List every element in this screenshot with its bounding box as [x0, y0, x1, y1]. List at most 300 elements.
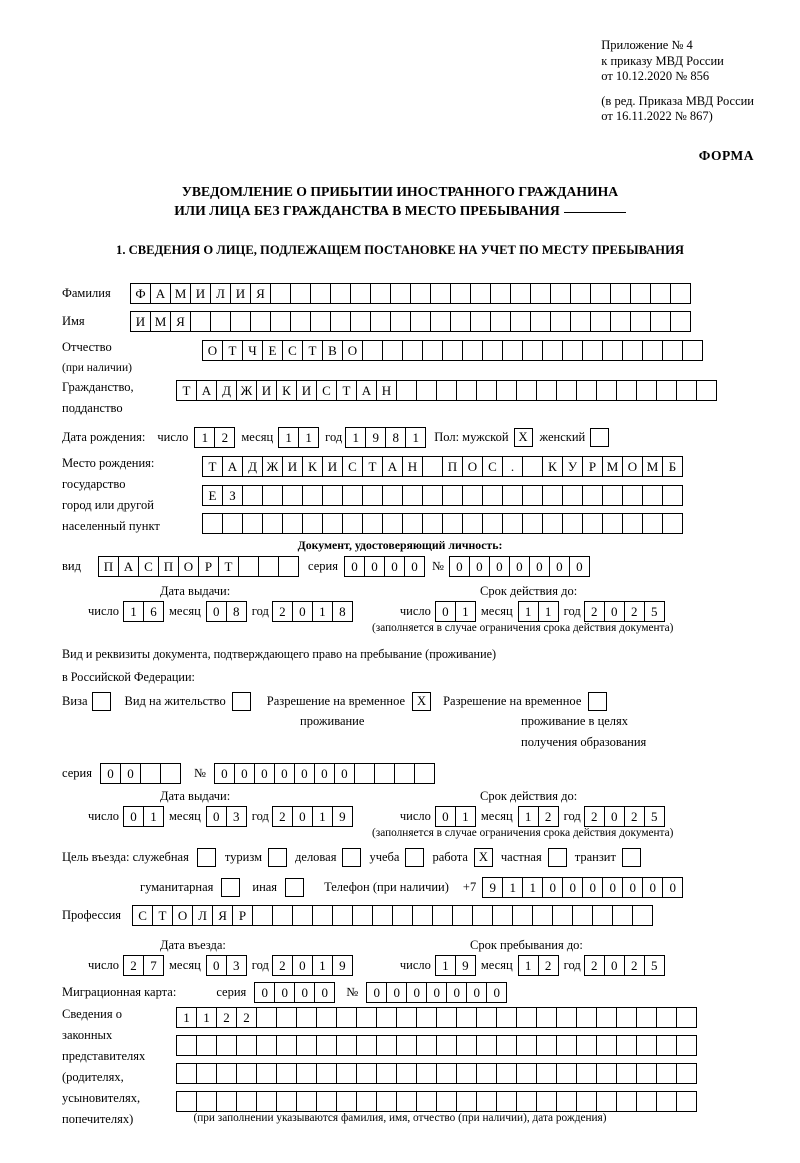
cell[interactable]: 0: [314, 763, 335, 784]
cell[interactable]: [456, 1007, 477, 1028]
cell[interactable]: [612, 905, 633, 926]
cell[interactable]: [396, 1063, 417, 1084]
cell[interactable]: Р: [198, 556, 219, 577]
cell[interactable]: [596, 1091, 617, 1112]
cell[interactable]: [590, 283, 611, 304]
cell[interactable]: И: [282, 456, 303, 477]
cell[interactable]: [436, 1063, 457, 1084]
cell[interactable]: 2: [624, 601, 645, 622]
entry-day-boxes[interactable]: [123, 955, 163, 976]
cell[interactable]: [258, 556, 279, 577]
cell[interactable]: А: [356, 380, 377, 401]
cell[interactable]: [256, 1007, 277, 1028]
cell[interactable]: [492, 905, 513, 926]
cell[interactable]: 0: [366, 982, 387, 1003]
cell[interactable]: [216, 1035, 237, 1056]
cell[interactable]: И: [190, 283, 211, 304]
cell[interactable]: 5: [644, 806, 665, 827]
cell[interactable]: [222, 513, 243, 534]
cell[interactable]: О: [462, 456, 483, 477]
cell[interactable]: [236, 1091, 257, 1112]
patronymic-boxes[interactable]: [202, 340, 702, 361]
cell[interactable]: [470, 283, 491, 304]
cell[interactable]: С: [482, 456, 503, 477]
cell[interactable]: [456, 1063, 477, 1084]
cell[interactable]: [332, 905, 353, 926]
cell[interactable]: [556, 380, 577, 401]
migration-number-boxes[interactable]: [366, 982, 506, 1003]
cell[interactable]: 9: [365, 427, 386, 448]
cell[interactable]: [676, 380, 697, 401]
cell[interactable]: [516, 1063, 537, 1084]
entry-year-boxes[interactable]: [272, 955, 352, 976]
cell[interactable]: [422, 340, 443, 361]
cell[interactable]: [536, 380, 557, 401]
cell[interactable]: [582, 340, 603, 361]
legal-rep-boxes-2[interactable]: [176, 1035, 696, 1056]
cell[interactable]: [576, 1035, 597, 1056]
cell[interactable]: [550, 283, 571, 304]
cell[interactable]: 5: [644, 955, 665, 976]
doc-issue-month-boxes[interactable]: [206, 601, 246, 622]
cell[interactable]: 0: [604, 955, 625, 976]
legal-rep-boxes-4[interactable]: [176, 1091, 696, 1112]
cell[interactable]: 2: [624, 806, 645, 827]
citizenship-boxes[interactable]: [176, 380, 716, 401]
cell[interactable]: [556, 1091, 577, 1112]
cell[interactable]: [650, 283, 671, 304]
cell[interactable]: И: [230, 283, 251, 304]
cell[interactable]: [682, 340, 703, 361]
cell[interactable]: [350, 311, 371, 332]
cell[interactable]: [432, 905, 453, 926]
cell[interactable]: 1: [518, 601, 539, 622]
cell[interactable]: [482, 513, 503, 534]
cell[interactable]: 0: [294, 982, 315, 1003]
cell[interactable]: 1: [278, 427, 299, 448]
cell[interactable]: [372, 905, 393, 926]
stay-day-boxes[interactable]: [435, 955, 475, 976]
cell[interactable]: [416, 1007, 437, 1028]
purpose-official-checkbox[interactable]: [197, 848, 216, 867]
cell[interactable]: [322, 485, 343, 506]
cell[interactable]: [362, 485, 383, 506]
cell[interactable]: [542, 513, 563, 534]
doc-kind-boxes[interactable]: [98, 556, 298, 577]
cell[interactable]: [202, 513, 223, 534]
cell[interactable]: [422, 513, 443, 534]
cell[interactable]: Е: [262, 340, 283, 361]
cell[interactable]: [296, 1063, 317, 1084]
cell[interactable]: [610, 283, 631, 304]
cell[interactable]: [476, 380, 497, 401]
cell[interactable]: [396, 1035, 417, 1056]
cell[interactable]: [416, 1063, 437, 1084]
cell[interactable]: [290, 311, 311, 332]
cell[interactable]: [656, 1091, 677, 1112]
cell[interactable]: 2: [123, 955, 144, 976]
cell[interactable]: [590, 311, 611, 332]
cell[interactable]: Т: [202, 456, 223, 477]
cell[interactable]: [550, 311, 571, 332]
cell[interactable]: [242, 513, 263, 534]
cell[interactable]: [476, 1091, 497, 1112]
doc-number-boxes[interactable]: [449, 556, 589, 577]
cell[interactable]: 0: [489, 556, 510, 577]
cell[interactable]: [536, 1007, 557, 1028]
cell[interactable]: 0: [529, 556, 550, 577]
cell[interactable]: [502, 340, 523, 361]
cell[interactable]: 0: [435, 806, 456, 827]
cell[interactable]: 1: [194, 427, 215, 448]
cell[interactable]: 0: [292, 601, 313, 622]
cell[interactable]: [236, 1035, 257, 1056]
cell[interactable]: М: [642, 456, 663, 477]
cell[interactable]: [354, 763, 375, 784]
cell[interactable]: 0: [384, 556, 405, 577]
cell[interactable]: 0: [469, 556, 490, 577]
cell[interactable]: 2: [216, 1007, 237, 1028]
cell[interactable]: [616, 1007, 637, 1028]
migration-series-boxes[interactable]: [254, 982, 334, 1003]
cell[interactable]: [362, 340, 383, 361]
purpose-other-checkbox[interactable]: [285, 878, 304, 897]
cell[interactable]: Р: [232, 905, 253, 926]
cell[interactable]: 0: [404, 556, 425, 577]
cell[interactable]: 1: [518, 955, 539, 976]
cell[interactable]: 2: [272, 806, 293, 827]
cell[interactable]: 5: [644, 601, 665, 622]
cell[interactable]: [436, 1091, 457, 1112]
cell[interactable]: [462, 340, 483, 361]
cell[interactable]: [276, 1063, 297, 1084]
cell[interactable]: [316, 1007, 337, 1028]
cell[interactable]: Л: [192, 905, 213, 926]
stay-year-boxes[interactable]: [584, 955, 664, 976]
purpose-private-checkbox[interactable]: [548, 848, 567, 867]
cell[interactable]: [436, 1007, 457, 1028]
cell[interactable]: 2: [236, 1007, 257, 1028]
cell[interactable]: 1: [143, 806, 164, 827]
cell[interactable]: [316, 1091, 337, 1112]
doc-issue-day-boxes[interactable]: [123, 601, 163, 622]
cell[interactable]: А: [222, 456, 243, 477]
cell[interactable]: [414, 763, 435, 784]
cell[interactable]: [282, 513, 303, 534]
cell[interactable]: 0: [406, 982, 427, 1003]
cell[interactable]: [562, 485, 583, 506]
cell[interactable]: [410, 311, 431, 332]
purpose-transit-checkbox[interactable]: [622, 848, 641, 867]
cell[interactable]: 8: [226, 601, 247, 622]
doc-valid-year-boxes[interactable]: [584, 601, 664, 622]
cell[interactable]: 0: [446, 982, 467, 1003]
residence-permit-checkbox[interactable]: [232, 692, 251, 711]
legal-rep-boxes-3[interactable]: [176, 1063, 696, 1084]
cell[interactable]: 1: [123, 601, 144, 622]
cell[interactable]: [456, 380, 477, 401]
cell[interactable]: [450, 311, 471, 332]
cell[interactable]: [430, 283, 451, 304]
cell[interactable]: 1: [312, 955, 333, 976]
cell[interactable]: Т: [362, 456, 383, 477]
cell[interactable]: 0: [486, 982, 507, 1003]
cell[interactable]: [402, 485, 423, 506]
cell[interactable]: [662, 340, 683, 361]
cell[interactable]: [636, 380, 657, 401]
cell[interactable]: [216, 1091, 237, 1112]
cell[interactable]: С: [342, 456, 363, 477]
cell[interactable]: [522, 456, 543, 477]
cell[interactable]: [352, 905, 373, 926]
cell[interactable]: 1: [312, 601, 333, 622]
cell[interactable]: [570, 283, 591, 304]
cell[interactable]: [238, 556, 259, 577]
permit-valid-month-boxes[interactable]: [518, 806, 558, 827]
cell[interactable]: 0: [344, 556, 365, 577]
cell[interactable]: А: [196, 380, 217, 401]
cell[interactable]: П: [158, 556, 179, 577]
cell[interactable]: [656, 1007, 677, 1028]
cell[interactable]: [576, 1091, 597, 1112]
cell[interactable]: [196, 1091, 217, 1112]
cell[interactable]: [430, 311, 451, 332]
cell[interactable]: [374, 763, 395, 784]
cell[interactable]: [270, 311, 291, 332]
cell[interactable]: [382, 340, 403, 361]
cell[interactable]: [490, 311, 511, 332]
cell[interactable]: 0: [206, 601, 227, 622]
cell[interactable]: [676, 1035, 697, 1056]
cell[interactable]: [272, 905, 293, 926]
cell[interactable]: [642, 485, 663, 506]
cell[interactable]: [262, 485, 283, 506]
cell[interactable]: 1: [455, 806, 476, 827]
purpose-work-checkbox[interactable]: Х: [474, 848, 493, 867]
cell[interactable]: О: [178, 556, 199, 577]
cell[interactable]: [596, 380, 617, 401]
cell[interactable]: [536, 1091, 557, 1112]
cell[interactable]: 3: [226, 955, 247, 976]
cell[interactable]: М: [602, 456, 623, 477]
cell[interactable]: [270, 283, 291, 304]
cell[interactable]: [476, 1007, 497, 1028]
cell[interactable]: А: [118, 556, 139, 577]
cell[interactable]: [510, 311, 531, 332]
cell[interactable]: [370, 283, 391, 304]
cell[interactable]: [490, 283, 511, 304]
cell[interactable]: 0: [449, 556, 470, 577]
cell[interactable]: О: [172, 905, 193, 926]
cell[interactable]: [436, 1035, 457, 1056]
doc-valid-day-boxes[interactable]: [435, 601, 475, 622]
cell[interactable]: П: [442, 456, 463, 477]
purpose-business-checkbox[interactable]: [342, 848, 361, 867]
cell[interactable]: [196, 1035, 217, 1056]
cell[interactable]: И: [322, 456, 343, 477]
cell[interactable]: Л: [210, 283, 231, 304]
cell[interactable]: 9: [455, 955, 476, 976]
cell[interactable]: А: [382, 456, 403, 477]
cell[interactable]: [616, 1063, 637, 1084]
cell[interactable]: Н: [402, 456, 423, 477]
cell[interactable]: 1: [522, 877, 543, 898]
cell[interactable]: Т: [176, 380, 197, 401]
cell[interactable]: [394, 763, 415, 784]
cell[interactable]: [382, 513, 403, 534]
cell[interactable]: [416, 380, 437, 401]
cell[interactable]: [176, 1091, 197, 1112]
cell[interactable]: 1: [312, 806, 333, 827]
cell[interactable]: 9: [482, 877, 503, 898]
cell[interactable]: 2: [538, 806, 559, 827]
cell[interactable]: [356, 1091, 377, 1112]
cell[interactable]: [472, 905, 493, 926]
cell[interactable]: [416, 1091, 437, 1112]
cell[interactable]: [496, 1007, 517, 1028]
cell[interactable]: [616, 1035, 637, 1056]
cell[interactable]: [530, 283, 551, 304]
birth-month-boxes[interactable]: [278, 427, 318, 448]
purpose-study-checkbox[interactable]: [405, 848, 424, 867]
cell[interactable]: [502, 485, 523, 506]
cell[interactable]: Я: [250, 283, 271, 304]
cell[interactable]: [610, 311, 631, 332]
cell[interactable]: [656, 1035, 677, 1056]
cell[interactable]: [436, 380, 457, 401]
cell[interactable]: И: [130, 311, 151, 332]
cell[interactable]: [576, 1007, 597, 1028]
cell[interactable]: [556, 1063, 577, 1084]
cell[interactable]: [656, 1063, 677, 1084]
cell[interactable]: 0: [214, 763, 235, 784]
cell[interactable]: [412, 905, 433, 926]
cell[interactable]: [636, 1091, 657, 1112]
cell[interactable]: [496, 1035, 517, 1056]
cell[interactable]: [556, 1007, 577, 1028]
birth-place-city-boxes-1[interactable]: [202, 485, 682, 506]
cell[interactable]: [456, 1035, 477, 1056]
cell[interactable]: [316, 1035, 337, 1056]
cell[interactable]: [256, 1035, 277, 1056]
cell[interactable]: 8: [332, 601, 353, 622]
cell[interactable]: [396, 380, 417, 401]
cell[interactable]: 0: [120, 763, 141, 784]
cell[interactable]: 0: [274, 982, 295, 1003]
cell[interactable]: 0: [466, 982, 487, 1003]
cell[interactable]: [316, 1063, 337, 1084]
cell[interactable]: [350, 283, 371, 304]
legal-rep-boxes-1[interactable]: [176, 1007, 696, 1028]
cell[interactable]: 0: [549, 556, 570, 577]
cell[interactable]: О: [622, 456, 643, 477]
cell[interactable]: [442, 485, 463, 506]
cell[interactable]: 1: [518, 806, 539, 827]
cell[interactable]: [662, 513, 683, 534]
cell[interactable]: [596, 1007, 617, 1028]
cell[interactable]: [636, 1007, 657, 1028]
cell[interactable]: [676, 1007, 697, 1028]
visa-checkbox[interactable]: [92, 692, 111, 711]
cell[interactable]: [650, 311, 671, 332]
cell[interactable]: [210, 311, 231, 332]
cell[interactable]: В: [322, 340, 343, 361]
cell[interactable]: [642, 340, 663, 361]
cell[interactable]: [562, 340, 583, 361]
cell[interactable]: Т: [152, 905, 173, 926]
cell[interactable]: [696, 380, 717, 401]
cell[interactable]: [512, 905, 533, 926]
phone-boxes[interactable]: [482, 877, 682, 898]
cell[interactable]: О: [342, 340, 363, 361]
cell[interactable]: [302, 513, 323, 534]
cell[interactable]: [278, 556, 299, 577]
cell[interactable]: П: [98, 556, 119, 577]
cell[interactable]: [256, 1063, 277, 1084]
cell[interactable]: З: [222, 485, 243, 506]
cell[interactable]: Б: [662, 456, 683, 477]
cell[interactable]: Р: [582, 456, 603, 477]
cell[interactable]: [176, 1035, 197, 1056]
cell[interactable]: М: [170, 283, 191, 304]
cell[interactable]: [342, 513, 363, 534]
cell[interactable]: [370, 311, 391, 332]
cell[interactable]: [302, 485, 323, 506]
cell[interactable]: 0: [234, 763, 255, 784]
cell[interactable]: 2: [584, 601, 605, 622]
cell[interactable]: [190, 311, 211, 332]
cell[interactable]: [376, 1063, 397, 1084]
cell[interactable]: [602, 513, 623, 534]
stay-month-boxes[interactable]: [518, 955, 558, 976]
cell[interactable]: 1: [298, 427, 319, 448]
cell[interactable]: [422, 456, 443, 477]
cell[interactable]: С: [282, 340, 303, 361]
cell[interactable]: [636, 1063, 657, 1084]
birth-place-city-boxes-2[interactable]: [202, 513, 682, 534]
purpose-tourism-checkbox[interactable]: [268, 848, 287, 867]
cell[interactable]: 1: [345, 427, 366, 448]
cell[interactable]: [296, 1007, 317, 1028]
cell[interactable]: 2: [584, 955, 605, 976]
cell[interactable]: [536, 1063, 557, 1084]
name-boxes[interactable]: [130, 311, 690, 332]
birth-year-boxes[interactable]: [345, 427, 425, 448]
birth-day-boxes[interactable]: [194, 427, 234, 448]
cell[interactable]: [396, 1091, 417, 1112]
cell[interactable]: [530, 311, 551, 332]
cell[interactable]: [236, 1063, 257, 1084]
cell[interactable]: [216, 1063, 237, 1084]
cell[interactable]: [516, 1035, 537, 1056]
cell[interactable]: 3: [226, 806, 247, 827]
cell[interactable]: [262, 513, 283, 534]
cell[interactable]: 0: [542, 877, 563, 898]
cell[interactable]: [250, 311, 271, 332]
cell[interactable]: И: [296, 380, 317, 401]
cell[interactable]: 2: [584, 806, 605, 827]
cell[interactable]: 0: [274, 763, 295, 784]
entry-month-boxes[interactable]: [206, 955, 246, 976]
cell[interactable]: [176, 1063, 197, 1084]
cell[interactable]: [670, 283, 691, 304]
cell[interactable]: [376, 1007, 397, 1028]
permit-series-boxes[interactable]: [100, 763, 180, 784]
cell[interactable]: [450, 283, 471, 304]
cell[interactable]: 0: [562, 877, 583, 898]
cell[interactable]: 0: [602, 877, 623, 898]
cell[interactable]: 0: [642, 877, 663, 898]
